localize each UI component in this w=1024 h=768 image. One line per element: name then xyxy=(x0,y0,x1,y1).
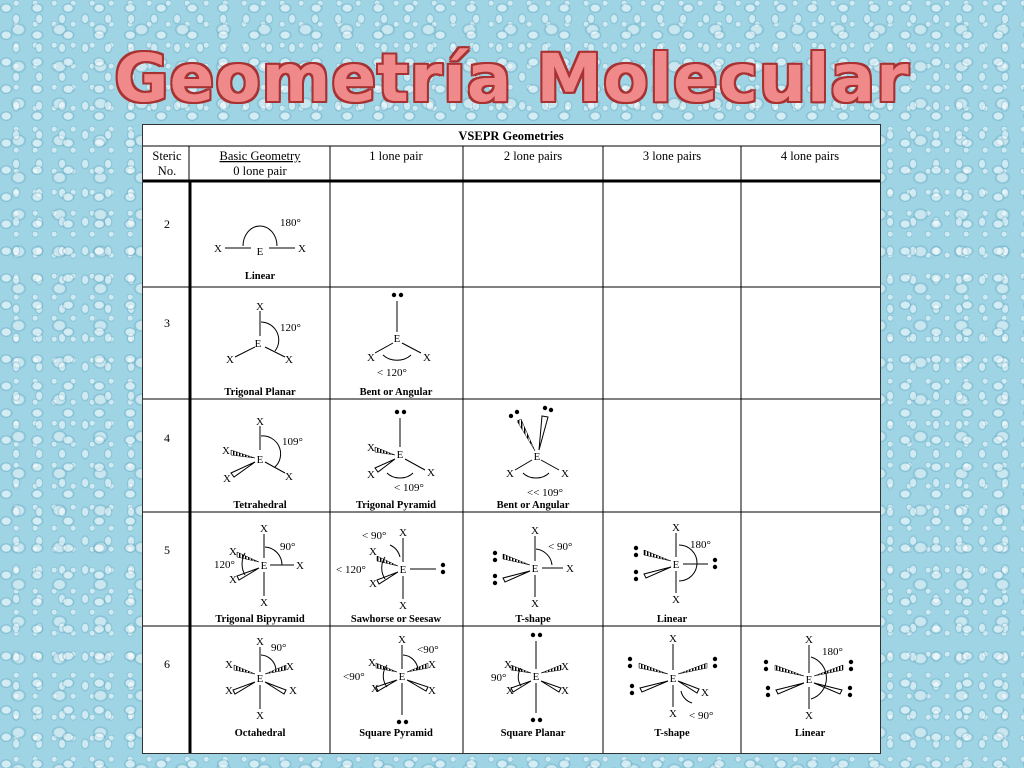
atom-x: X xyxy=(223,473,231,485)
header-steric-2: No. xyxy=(157,164,177,178)
atom-e: E xyxy=(533,451,541,463)
atom-x: X xyxy=(423,352,431,364)
angle-label: < 120° xyxy=(336,564,366,576)
atom-e: E xyxy=(254,338,262,350)
geometry-label-square-pyramid: Square Pyramid xyxy=(359,728,433,739)
atom-x: X xyxy=(701,687,709,699)
angle-label: 90° xyxy=(271,642,287,654)
atom-x: X xyxy=(285,354,293,366)
molecule-tetrahedral xyxy=(231,426,285,477)
steric-number-3: 3 xyxy=(164,316,170,330)
geometry-label-linear: Linear xyxy=(244,271,276,282)
atom-x: X xyxy=(504,659,512,671)
atom-x: X xyxy=(222,445,230,457)
vsepr-table-drawing xyxy=(143,125,880,753)
atom-x: X xyxy=(214,243,222,255)
geometry-label-linear-3lp: Linear xyxy=(656,614,688,625)
atom-x: X xyxy=(368,657,376,669)
atom-x: X xyxy=(561,661,569,673)
atom-e: E xyxy=(393,333,401,345)
steric-number-4: 4 xyxy=(164,431,170,445)
atom-e: E xyxy=(805,674,813,686)
header-2-lone-pairs: 2 lone pairs xyxy=(503,149,563,163)
header-4-lone-pairs: 4 lone pairs xyxy=(780,149,840,163)
atom-e: E xyxy=(672,559,680,571)
angle-label: 180° xyxy=(822,646,843,658)
angle-label: < 90° xyxy=(689,710,714,722)
atom-x: X xyxy=(506,685,514,697)
atom-x: X xyxy=(428,685,436,697)
angle-label: 180° xyxy=(690,539,711,551)
geometry-label-trigonal-bipyramid: Trigonal Bipyramid xyxy=(215,614,305,625)
atom-x: X xyxy=(531,598,539,610)
atom-x: X xyxy=(226,354,234,366)
atom-e: E xyxy=(398,671,406,683)
atom-e: E xyxy=(256,246,264,258)
header-1-lone-pair: 1 lone pair xyxy=(369,149,423,163)
atom-x: X xyxy=(805,710,813,722)
geometry-label-bent: Bent or Angular xyxy=(359,387,433,398)
atom-x: X xyxy=(286,661,294,673)
geometry-label-bent-2lp: Bent or Angular xyxy=(496,500,570,511)
header-basic-geometry: Basic Geometry xyxy=(219,149,301,163)
atom-x: X xyxy=(672,522,680,534)
geometry-label-seesaw: Sawhorse or Seesaw xyxy=(350,614,442,625)
angle-label: <90° xyxy=(343,671,365,683)
atom-x: X xyxy=(225,685,233,697)
header-3-lone-pairs: 3 lone pairs xyxy=(642,149,702,163)
atom-e: E xyxy=(531,563,539,575)
header-zero-lone-pair: 0 lone pair xyxy=(233,164,287,178)
atom-x: X xyxy=(256,416,264,428)
atom-x: X xyxy=(260,597,268,609)
atom-x: X xyxy=(296,560,304,572)
atom-x: X xyxy=(369,546,377,558)
steric-number-2: 2 xyxy=(164,217,170,231)
steric-number-6: 6 xyxy=(164,657,170,671)
steric-number-5: 5 xyxy=(164,543,170,557)
molecule-linear xyxy=(225,226,295,248)
angle-label: < 120° xyxy=(377,367,407,379)
header-steric-1: Steric xyxy=(152,149,182,163)
angle-label: < 90° xyxy=(548,541,573,553)
table-title: VSEPR Geometries xyxy=(458,129,564,143)
angle-label: 180° xyxy=(280,217,301,229)
atom-e: E xyxy=(256,454,264,466)
atom-x: X xyxy=(566,563,574,575)
atom-x: X xyxy=(428,659,436,671)
atom-x: X xyxy=(367,469,375,481)
atom-e: E xyxy=(399,564,407,576)
slide-title: Geometría Molecular xyxy=(114,40,910,117)
atom-x: X xyxy=(371,683,379,695)
atom-x: X xyxy=(506,468,514,480)
atom-e: E xyxy=(669,673,677,685)
atom-e: E xyxy=(532,671,540,683)
atom-x: X xyxy=(369,578,377,590)
geometry-label-t-shape-4lp: T-shape xyxy=(654,728,690,739)
atom-x: X xyxy=(298,243,306,255)
atom-x: X xyxy=(289,685,297,697)
atom-x: X xyxy=(256,636,264,648)
geometry-label-octahedral: Octahedral xyxy=(234,728,286,739)
atom-x: X xyxy=(367,442,375,454)
angle-label: <90° xyxy=(417,644,439,656)
atom-x: X xyxy=(229,574,237,586)
atom-x: X xyxy=(399,600,407,612)
atom-x: X xyxy=(669,633,677,645)
atom-x: X xyxy=(229,546,237,558)
atom-x: X xyxy=(399,527,407,539)
geometry-label-t-shape: T-shape xyxy=(515,614,551,625)
atom-x: X xyxy=(427,467,435,479)
geometry-label-square-planar: Square Planar xyxy=(500,728,566,739)
atom-e: E xyxy=(260,560,268,572)
atom-x: X xyxy=(669,708,677,720)
geometry-label-linear-4lp: Linear xyxy=(794,728,826,739)
atom-x: X xyxy=(256,710,264,722)
atom-x: X xyxy=(260,523,268,535)
atom-e: E xyxy=(256,673,264,685)
atom-x: X xyxy=(805,634,813,646)
molecule-trigonal-pyramid xyxy=(375,410,425,478)
geometry-label-trigonal-planar: Trigonal Planar xyxy=(224,387,296,398)
atom-x: X xyxy=(531,525,539,537)
atom-x: X xyxy=(398,634,406,646)
angle-label: 120° xyxy=(214,559,235,571)
atom-x: X xyxy=(285,471,293,483)
angle-label: 90° xyxy=(280,541,296,553)
molecule-square-pyramid xyxy=(376,645,428,724)
molecule-bent-2lp xyxy=(509,406,559,478)
molecule-seesaw xyxy=(377,538,445,599)
geometry-label-tetrahedral: Tetrahedral xyxy=(233,500,287,511)
atom-x: X xyxy=(561,685,569,697)
molecule-trigonal-planar xyxy=(235,311,285,357)
vsepr-table xyxy=(142,124,881,754)
angle-label: 120° xyxy=(280,322,301,334)
atom-x: X xyxy=(561,468,569,480)
atom-x: X xyxy=(672,594,680,606)
geometry-label-trigonal-pyramid: Trigonal Pyramid xyxy=(355,500,437,511)
atom-x: X xyxy=(225,659,233,671)
atom-x: X xyxy=(367,352,375,364)
atom-e: E xyxy=(396,449,404,461)
atom-x: X xyxy=(256,301,264,313)
angle-label: 90° xyxy=(491,672,507,684)
angle-label: << 109° xyxy=(527,487,564,499)
angle-label: < 90° xyxy=(362,530,387,542)
angle-label: 109° xyxy=(282,436,303,448)
angle-label: < 109° xyxy=(394,482,424,494)
molecule-bent-1lp xyxy=(375,293,421,360)
